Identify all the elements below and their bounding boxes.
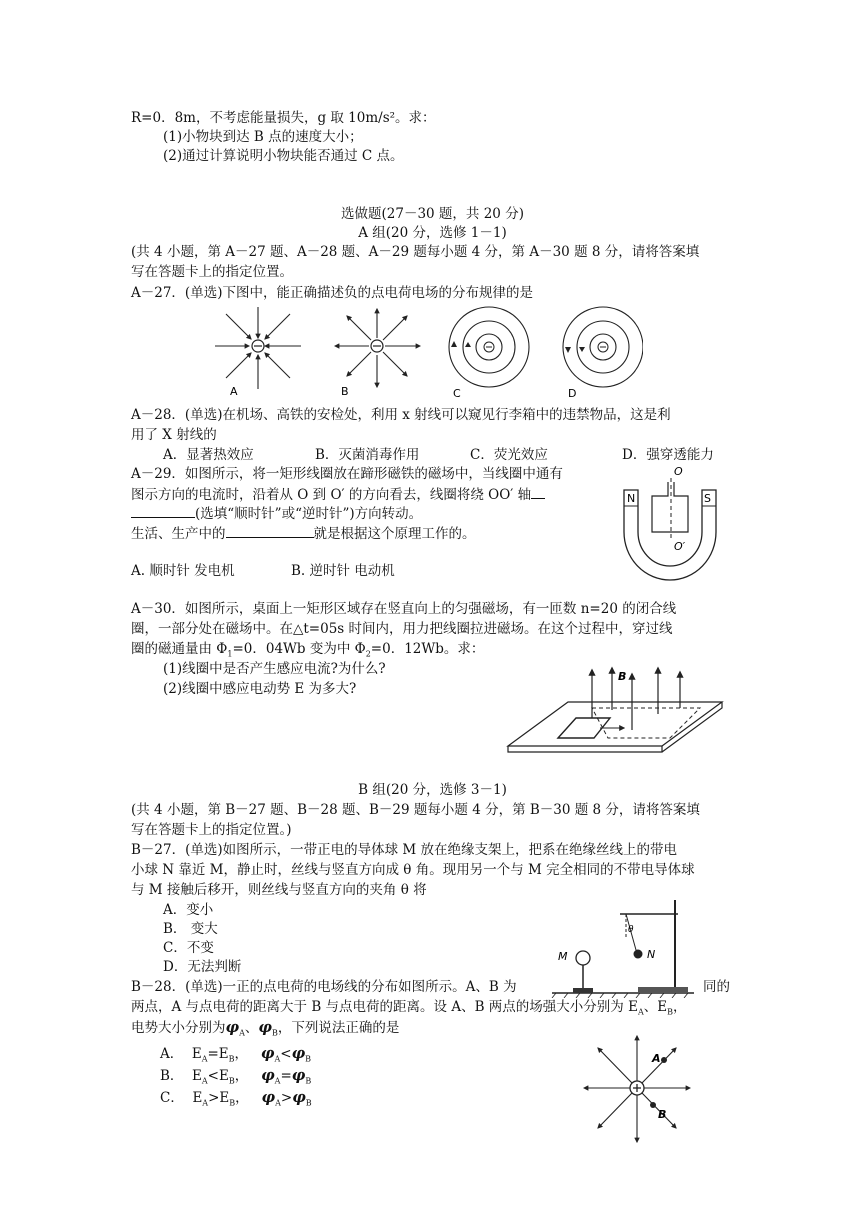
a29-option-b: B. 逆时针 电动机 [291,563,395,579]
a27-figure-cd [443,303,643,403]
a30-line-2: 圈，一部分处在磁场中。在△t=05s 时间内，用力把线圈拉进磁场。在这个过程中，穿过线 [131,621,673,637]
a30-question-2: (2)线圈中感应电动势 E 为多大? [163,681,357,697]
horseshoe-magnet-figure [618,460,723,588]
ball-n-icon [634,950,643,959]
a28-stem-1: A－28．(单选)在机场、高铁的安检处，利用 x 射线可以窥见行李箱中的违禁物品，这是利 [131,407,671,423]
option-b-label: B [341,385,349,398]
option-a-label: A [230,385,238,398]
b27-line-3: 与 M 接触后移开，则丝线与竖直方向的夹角 θ 将 [131,882,427,898]
magnetic-field-table-figure [500,662,725,762]
b27-option-d: D．无法判断 [163,959,242,975]
group-a-note-1: (共 4 小题，第 A－27 题、A－28 题、A－29 题每小题 4 分，第 A－30 题 8 分，请将答案填 [131,244,700,260]
b28-option-b: B． $E_A<E_B$， $\varphi_A=\varphi_B$ [160,1066,312,1086]
b27-option-c: C．不变 [163,940,214,956]
a28-option-d: D．强穿透能力 [622,447,714,463]
top-question-2: (2)通过计算说明小物块能否通过 C 点。 [163,148,404,164]
a29-line-1: A－29．如图所示，将一矩形线圈放在蹄形磁铁的磁场中，当线圈中通有 [131,466,563,482]
a29-line-3: (选填“顺时针”或“逆时针”)方向转动。 [131,503,422,523]
a30-line-1: A－30．如图所示，桌面上一矩形区域存在竖直向上的匀强磁场，有一匝数 n=20 的闭合线 [131,601,677,617]
horseshoe-magnet-icon [624,490,716,580]
b27-line-1: B－27．(单选)如图所示，一带正电的导体球 M 放在绝缘支架上，把系在绝缘丝线上的带电 [131,842,678,858]
sphere-m-icon [576,951,590,965]
group-b-title: B 组(20 分，选修 3－1) [358,782,507,798]
axis-label-o: O [674,465,683,478]
b28-line-2: 两点，A 与点电荷的距离大于 B 与点电荷的距离。设 A、B 两点的场强大小分别为 $E_A$、$E_B$， [131,999,687,1017]
label-theta: θ [628,925,634,935]
label-point-a: A [652,1052,661,1065]
b28-option-a: A． $E_A=E_B$， $\varphi_A<\varphi_B$ [160,1044,312,1064]
group-b-note-2: 写在答题卡上的指定位置。) [131,822,292,838]
magnet-south-label: S [704,492,711,505]
answer-blank [226,523,314,538]
top-line-1: R=0．8m，不考虑能量损失，g 取 10m/s²。求： [131,110,436,126]
b28-line-3: 电势大小分别为$\varphi_A$、$\varphi_B$，下列说法正确的是 [131,1018,400,1038]
a28-option-a: A．显著热效应 [163,447,254,463]
group-a-note-2: 写在答题卡上的指定位置。 [131,264,293,280]
field-label-b: B [618,670,627,683]
option-c-label: C [453,387,461,400]
answer-blank [531,484,545,499]
axis-label-o-prime: O′ [674,540,686,553]
b27-option-a: A．变小 [163,902,214,918]
a28-option-c: C．荧光效应 [470,447,548,463]
a29-line-4: 生活、生产中的 就是根据这个原理工作的。 [131,523,476,543]
point-a-icon [661,1057,667,1063]
a29-line-2: 图示方向的电流时，沿着从 O 到 O′ 的方向看去，线圈将绕 OO′ 轴 [131,484,545,504]
b28-line-1: B－28．(单选)一正的点电荷的电场线的分布如图所示。A、B 为 [131,979,517,995]
option-d-label: D [568,387,577,400]
b27-option-b: B． 变大 [163,921,218,937]
b28-line-1-tail: 同的 [703,979,730,995]
a27-stem: A－27．(单选)下图中，能正确描述负的点电荷电场的分布规律的是 [131,285,533,301]
top-question-1: (1)小物块到达 B 点的速度大小； [163,129,363,145]
b28-option-c: C． $E_A>E_B$， $\varphi_A>\varphi_B$ [160,1088,312,1108]
a28-stem-2: 用了 X 射线的 [131,427,217,443]
positive-charge-field-figure [578,1032,698,1147]
a28-option-b: B．灭菌消毒作用 [315,447,420,463]
point-b-icon [650,1102,656,1108]
magnet-north-label: N [627,492,636,505]
section-title: 选做题(27－30 题，共 20 分) [341,206,524,222]
table-surface [508,702,722,746]
a27-figure-ab [205,305,445,403]
a30-question-1: (1)线圈中是否产生感应电流?为什么? [163,661,386,677]
b27-line-2: 小球 N 靠近 M，静止时，丝线与竖直方向成 θ 角。现用另一个与 M 完全相同的不带电导体球 [131,862,695,878]
answer-blank [131,503,195,518]
a30-line-3: 圈的磁通量由 $\Phi_1=0$．04Wb 变为中 $\Phi_2=0$．12Wb。求： [131,641,485,659]
group-a-title: A 组(20 分，选修 1－1) [358,225,507,241]
label-point-b: B [658,1108,667,1121]
label-n: N [647,948,656,961]
group-b-note-1: (共 4 小题，第 B－27 题、B－28 题、B－29 题每小题 4 分，第 B－30 题 8 分，请将答案填 [131,802,700,818]
charged-sphere-figure [548,898,698,998]
label-m: M [558,950,568,963]
a29-option-a: A. 顺时针 发电机 [131,563,235,579]
coil-icon [652,482,688,532]
